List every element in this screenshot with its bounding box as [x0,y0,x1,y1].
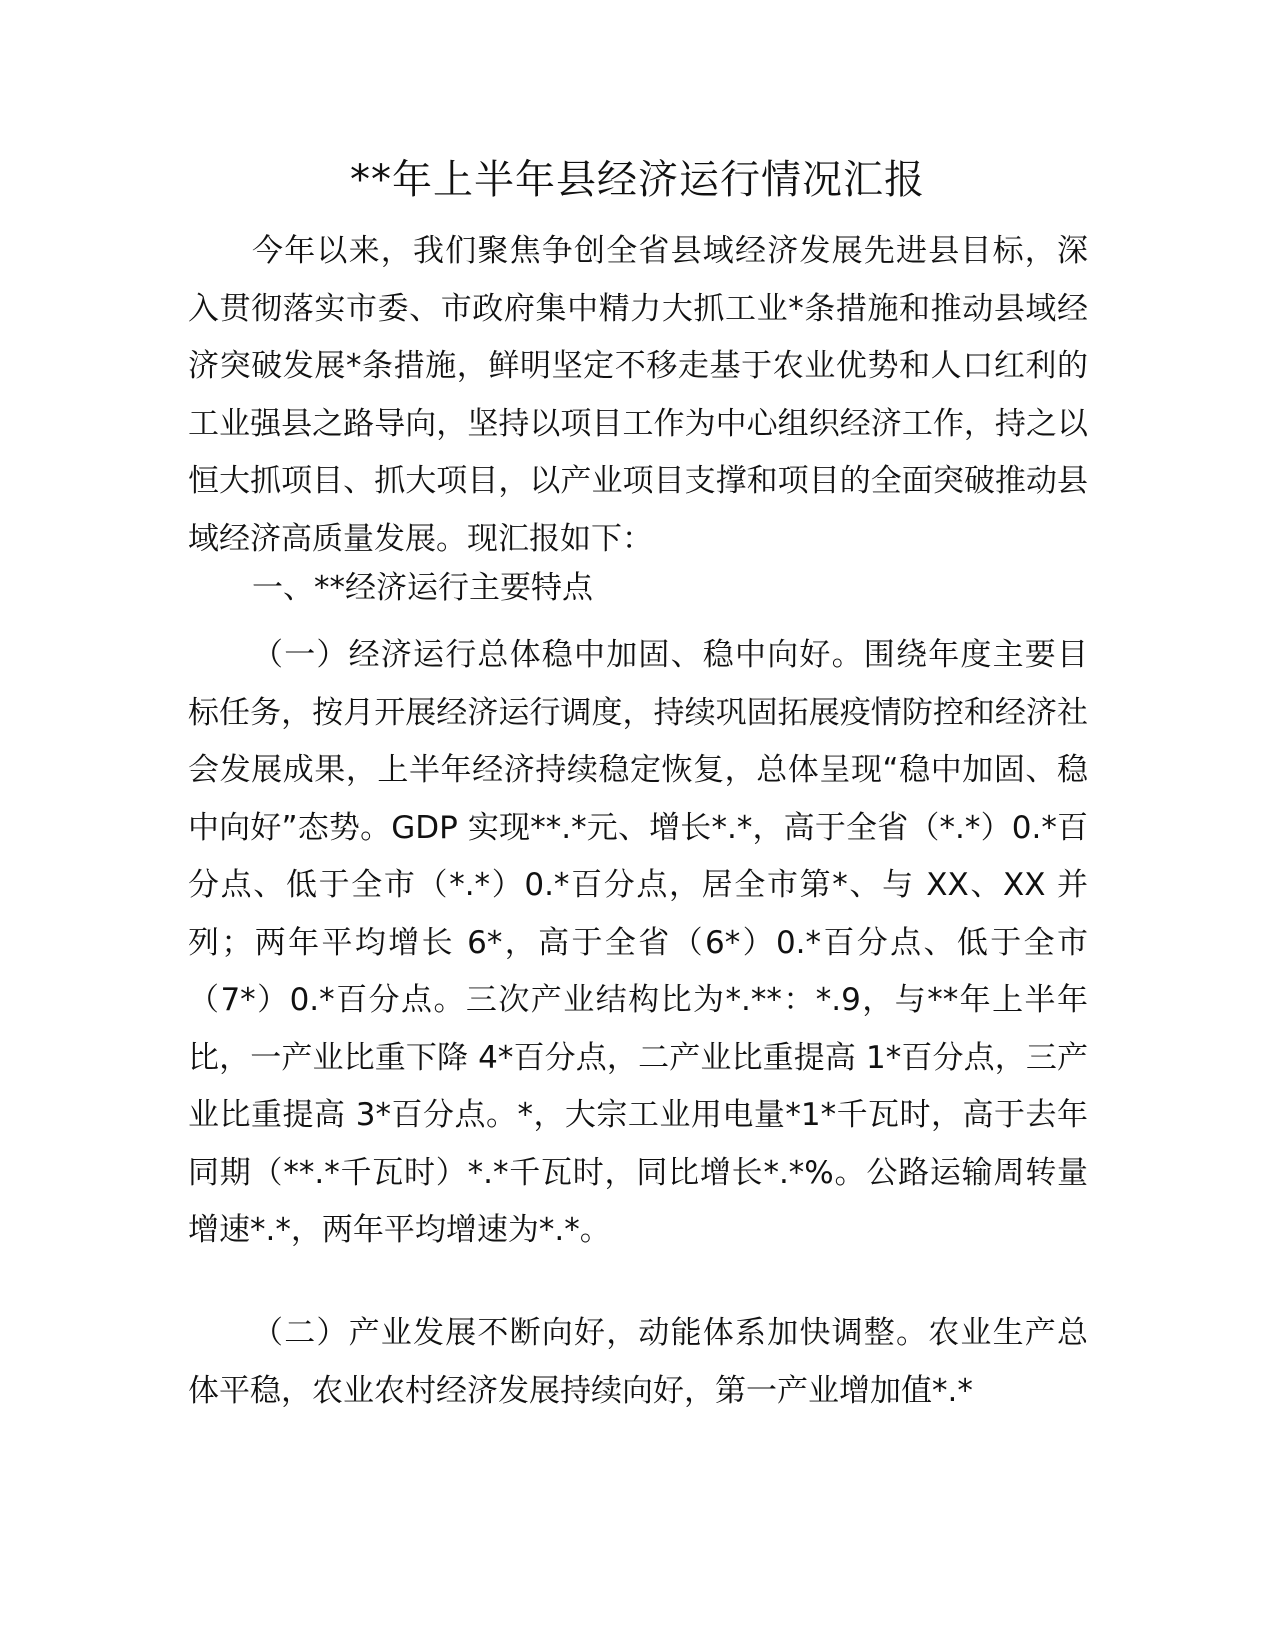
subsection-2-paragraph: （二）产业发展不断向好，动能体系加快调整。农业生产总体平稳，农业农村经济发展持续向好，第一产业增加值*.* [188,1315,1088,1409]
subsection-1-paragraph: （一）经济运行总体稳中加固、稳中向好。围绕年度主要目标任务，按月开展经济运行调度，持续巩固拓展疫情防控和经济社会发展成果，上半年经济持续稳定恢复，总体呈现“稳中加固、稳中向好”态势。GDP 实现**.*元、增长*.*，高于全省（*.*）0.*百分点、低于全市（*.*）0.*百分点，居全市第*、与 XX、XX 并列；两年平均增长 6*，高于全省（6*）0.*百分点、低于全市（7*）0.*百分点。三次产业结构比为*.**：*.9，与**年上半年比，一产业比重下降 4*百分点，二产业比重提高 1*百分点，三产业比重提高 3*百分点。*，大宗工业用电量*1*千瓦时，高于去年同期（**.*千瓦时）*.*千瓦时，同比增长*.*%。公路运输周转量增速*.*，两年平均增速为*.*。 [188,637,1088,1248]
document-title: **年上半年县经济运行情况汇报 [350,157,925,203]
intro-paragraph: 今年以来，我们聚焦争创全省县域经济发展先进县目标，深入贯彻落实市委、市政府集中精力大抓工业*条措施和推动县域经济突破发展*条措施，鲜明坚定不移走基于农业优势和人口红利的工业强县之路导向，坚持以项目工作为中心组织经济工作，持之以恒大抓项目、抓大项目，以产业项目支撑和项目的全面突破推动县域经济高质量发展。现汇报如下： [188,233,1088,557]
section-heading: 一、**经济运行主要特点 [252,570,593,606]
